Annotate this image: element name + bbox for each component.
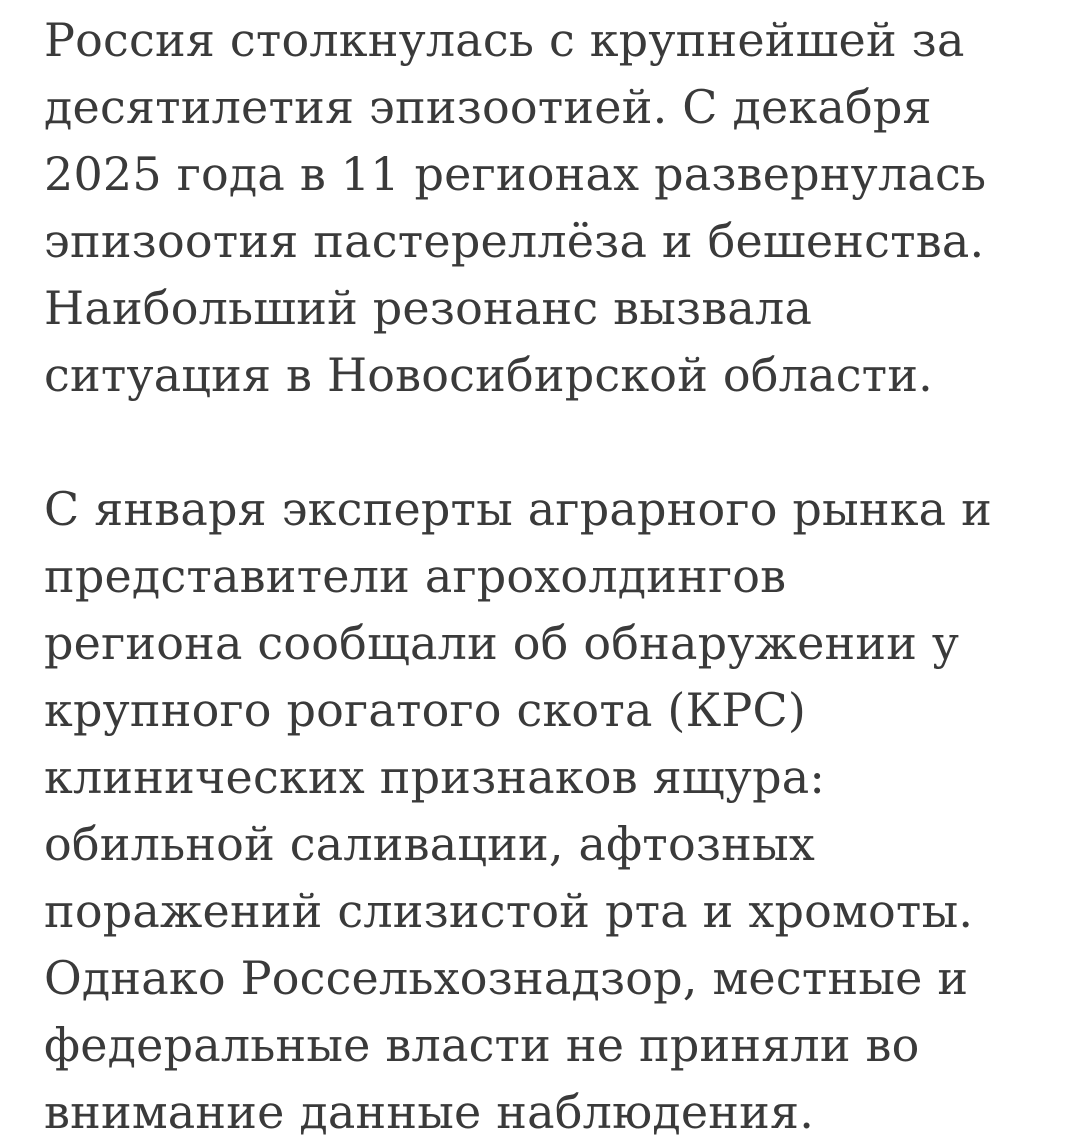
text-line: представители агрохолдингов — [44, 549, 787, 603]
text-line: клинических признаков ящура: — [44, 750, 826, 804]
text-line: поражений слизистой рта и хромоты. — [44, 884, 974, 938]
text-line: Россия столкнулась с крупнейшей за — [44, 13, 965, 67]
text-line: Однако Россельхознадзор, местные и — [44, 951, 969, 1005]
text-line: Наибольший резонанс вызвала — [44, 281, 813, 335]
text-line: С января эксперты аграрного рынка и — [44, 482, 992, 536]
text-line: федеральные власти не приняли во — [44, 1018, 920, 1072]
article-body — [44, 0, 1054, 1146]
text-line: десятилетия эпизоотией. С декабря — [44, 80, 932, 134]
text-line: обильной саливации, афтозных — [44, 817, 815, 871]
text-line: крупного рогатого скота (КРС) — [44, 683, 807, 737]
text-line: внимание данные наблюдения. — [44, 1085, 815, 1139]
paragraph-gap — [44, 409, 1054, 476]
text-line: эпизоотия пастереллёза и бешенства. — [44, 214, 985, 268]
paragraph-1 — [44, 0, 1054, 409]
text-line: 2025 года в 11 регионах развернулась — [44, 147, 987, 201]
text-line: региона сообщали об обнаружении у — [44, 616, 960, 670]
paragraph-2 — [44, 476, 1054, 1146]
text-line: ситуация в Новосибирской области. — [44, 348, 934, 402]
